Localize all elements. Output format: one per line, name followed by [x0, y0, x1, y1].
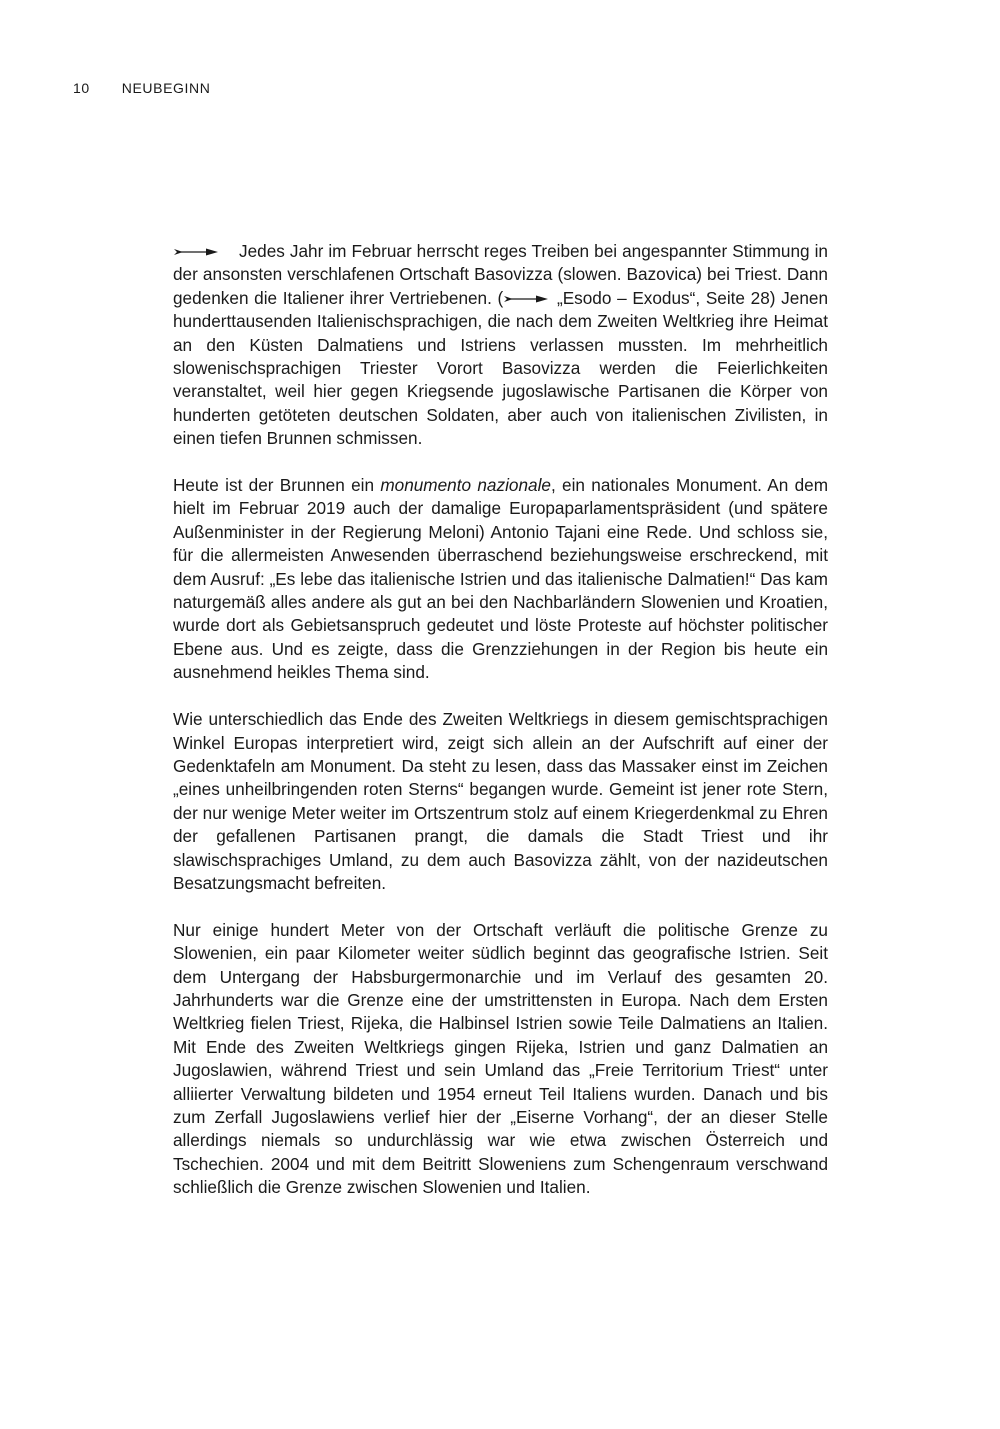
paragraph-2-emphasis: monumento nazionale: [380, 475, 551, 496]
paragraph-4: Nur einige hundert Meter von der Ortschaft verläuft die politische Grenze zu Slowenien, ein paar Kilometer weiter südlich beginnt das geografische Istrien. Seit dem Untergang der Habsburgermonarchie und im Verlauf des gesamten 20. Jahrhunderts war die Grenze eine der umstrittensten in Europa. Nach dem Ersten Weltkrieg fielen Triest, Rijeka, die Halbinsel Istrien sowie Teile Dalmatiens an Italien. Mit Ende des Zweiten Weltkriegs gingen Rijeka, Istrien und ganz Dalmatien an Jugoslawien, während Triest und sein Umland das „Freie Territorium Triest“ unter alliierter Verwaltung bildeten und 1954 erneut Teil Italiens wurden. Danach und bis zum Zerfall Jugoslawiens verlief hier der „Eiserne Vorhang“, der an dieser Stelle allerdings niemals so undurchlässig war wie etwa zwischen Österreich und Tschechien. 2004 und mit dem Beitritt Sloweniens zum Schengenraum verschwand schließlich die Grenze zwischen Slowenien und Italien.: [173, 919, 828, 1198]
paragraph-1: [173, 240, 828, 451]
paragraph-3: Wie unterschiedlich das Ende des Zweiten Weltkriegs in diesem gemischtsprachigen Winkel Europas interpretiert wird, zeigt sich allein an der Aufschrift auf einer der Gedenktafeln am Monument. Da steht zu lesen, dass das Massaker einst im Zeichen „eines unheilbringenden roten Sterns“ begangen wurde. Gemeint ist jener rote Stern, der nur wenige Meter weiter im Ortszentrum stolz auf einem Kriegerdenkmal zu Ehren der gefallenen Partisanen prangt, die damals die Stadt Triest und ihr slawischsprachiges Umland, zu dem auch Basovizza zählt, von der nazideutschen Besatzungsmacht befreiten.: [173, 709, 828, 893]
paragraph-1-text-b: „Esodo – Exodus“, Seite 28) Jenen hunderttausenden Italienischsprachigen, die nach dem Zweiten Weltkrieg ihre Heimat an den Küsten Dalmatiens und Istriens verlassen mussten. Im mehrheitlich slowenischsprachigen Triester Vorort Basovizza werden die Feierlichkeiten veranstaltet, weil hier gegen Kriegsende jugoslawische Partisanen die Körper von hunderten getöteten deutschen Soldaten, aber auch von italienischen Zivilisten, in einen tiefen Brunnen schmissen.: [173, 287, 828, 449]
running-head: [73, 80, 210, 96]
cross-reference-arrow-icon[interactable]: [503, 294, 549, 304]
chapter-title: NEUBEGINN: [121, 80, 211, 96]
page-number: 10: [73, 80, 90, 96]
double-headed-arrow-icon: [173, 247, 219, 257]
paragraph-1-text-a: Jedes Jahr im Februar herrscht reges Treiben bei angespannter Stimmung in der ansonsten verschlafenen Ortschaft Basovizza (slowen. Bazovica) bei Triest. Dann gedenken die Italiener ihrer Vertriebenen. (: [173, 241, 828, 308]
body-text: [173, 240, 828, 1223]
paragraph-2: [173, 474, 828, 685]
paragraph-2-text-a: Heute ist der Brunnen ein: [173, 475, 381, 496]
paragraph-2-text-b: , ein nationales Monument. An dem hielt im Februar 2019 auch der damalige Europaparlamentspräsident (und spätere Außenminister in der Regierung Meloni) Antonio Tajani eine Rede. Und schloss sie, für die allermeisten Anwesenden überraschend beziehungsweise erschreckend, mit dem Ausruf: „Es lebe das italienische Istrien und das italienische Dalmatien!“ Das kam naturgemäß alles andere als gut an bei den Nachbarländern Slowenien und Kroatien, wurde dort als Gebietsanspruch gedeutet und löste Proteste auf höchster politischer Ebene aus. Und es zeigte, dass die Grenzziehungen in der Region bis heute ein ausnehmend heikles Thema sind.: [173, 475, 829, 683]
